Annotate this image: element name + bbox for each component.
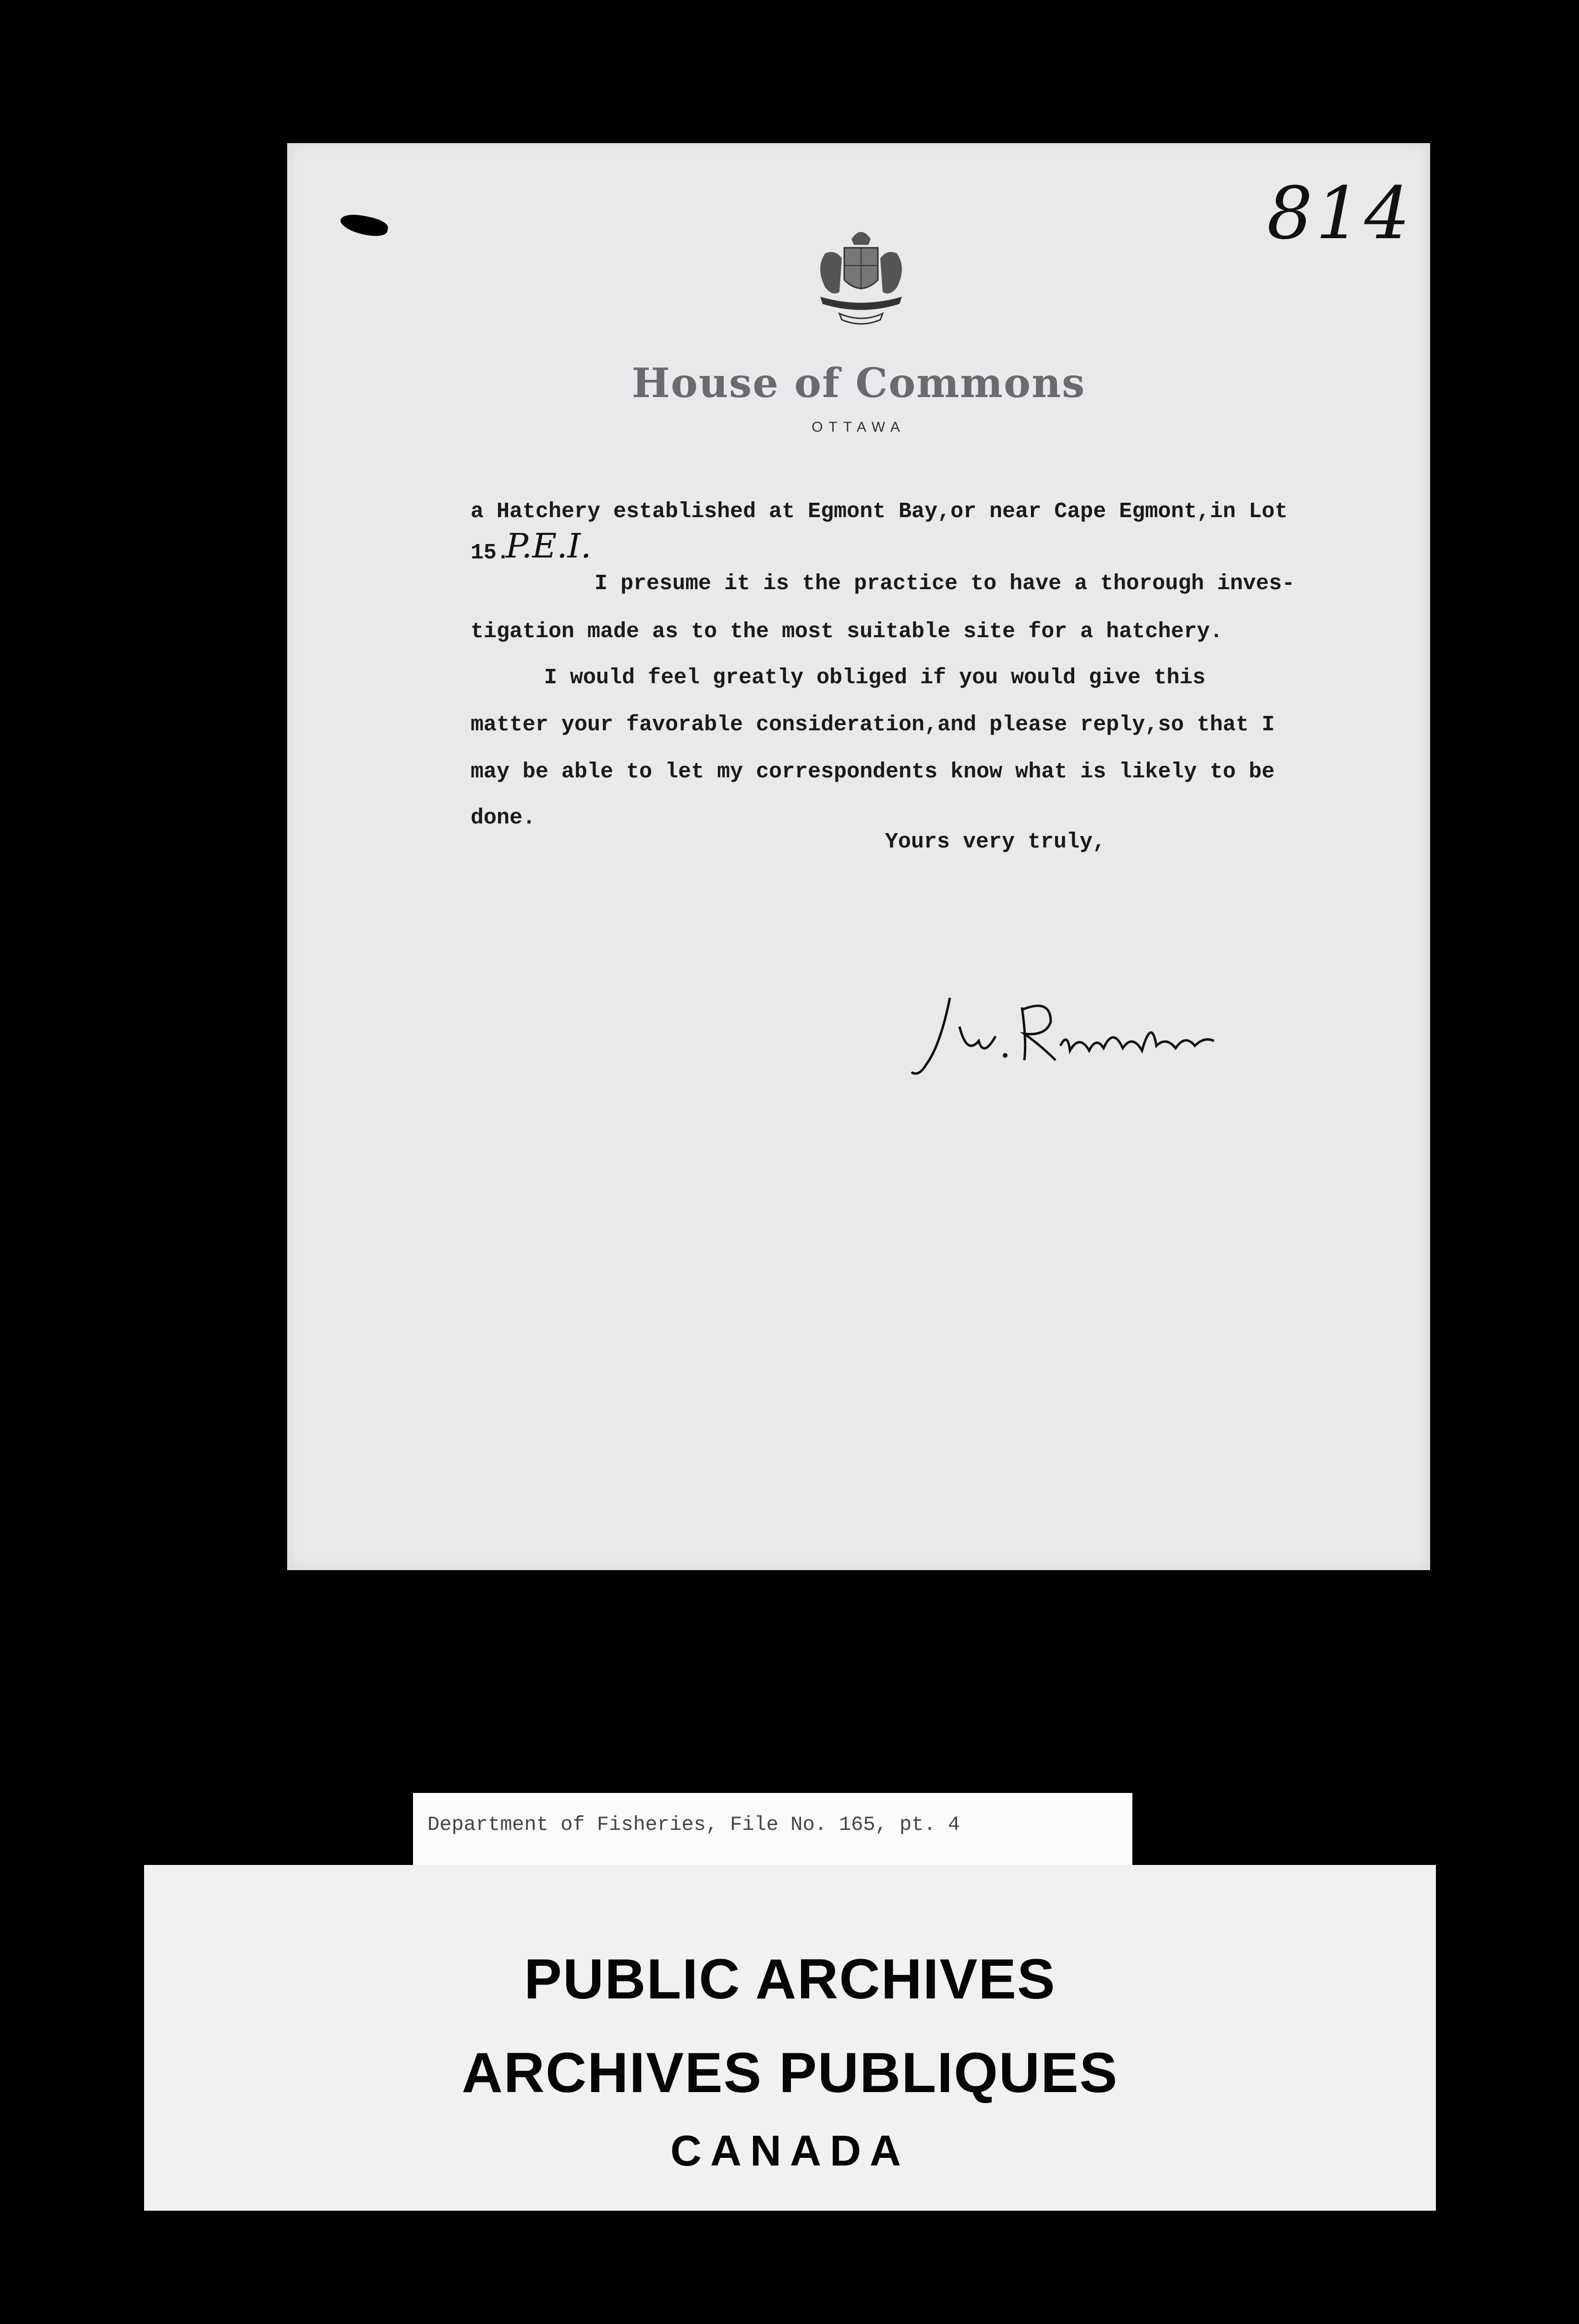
closing: Yours very truly,: [885, 830, 1106, 854]
body-line: I presume it is the practice to have a thorough inves-: [595, 571, 1295, 596]
handwritten-annotation: P.E.I.: [506, 526, 592, 566]
archive-stamp-line1: PUBLIC ARCHIVES: [524, 1948, 1056, 2011]
letterhead-city: OTTAWA: [812, 419, 906, 435]
archive-stamp-line2: ARCHIVES PUBLIQUES: [462, 2041, 1118, 2105]
archive-stamp-line3: CANADA: [670, 2127, 910, 2175]
body-line: tigation made as to the most suitable site for a hatchery.: [471, 619, 1223, 644]
body-line: a Hatchery established at Egmont Bay,or near Cape Egmont,in Lot: [471, 499, 1288, 524]
handwritten-signature: [907, 988, 1243, 1094]
body-line: done.: [471, 806, 536, 830]
file-reference-tag: [413, 1793, 1132, 1865]
letterhead-title: House of Commons: [632, 359, 1086, 407]
archive-stamp: [144, 1865, 1436, 2211]
body-line: may be able to let my correspondents know what is likely to be: [471, 760, 1275, 784]
royal-coat-of-arms: [791, 225, 931, 335]
page-number: 814: [1267, 172, 1413, 255]
file-reference-text: Department of Fisheries, File No. 165, pt. 4: [427, 1813, 960, 1836]
body-line: 15.: [471, 541, 510, 565]
body-line: I would feel greatly obliged if you would give this: [544, 666, 1206, 690]
ink-smudge: [339, 211, 389, 239]
letter-page: [287, 143, 1430, 1570]
body-line: matter your favorable consideration,and please reply,so that I: [471, 713, 1275, 737]
